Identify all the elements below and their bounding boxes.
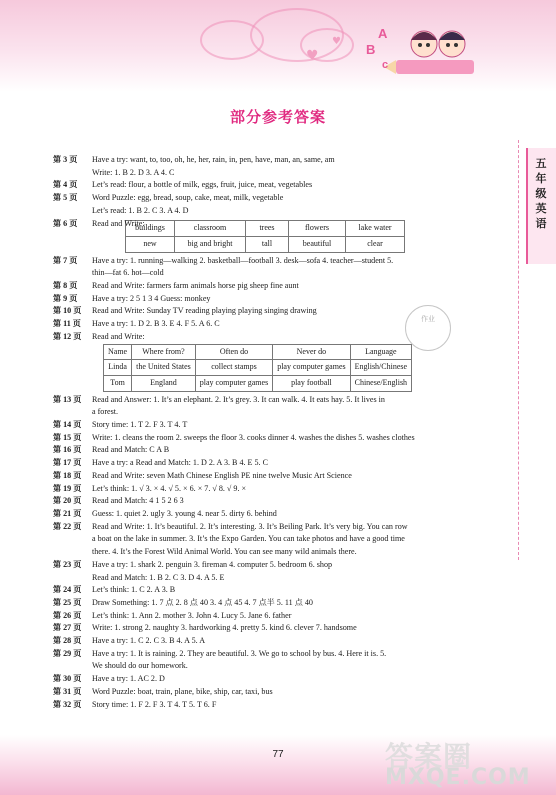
page-ref: 第 14 页 (53, 420, 82, 430)
table-cell: English/Chinese (350, 360, 411, 376)
page-number: 77 (272, 749, 284, 760)
table-cell: tall (246, 236, 289, 252)
answer-text: Write: 1. strong 2. naughty 3. hardworking 4. pretty 5. kind 6. clever 7. handsome (92, 623, 357, 633)
answer-text: Have a try: 1. running—walking 2. basketball—football 3. desk—sofa 4. teacher—student 5. (92, 255, 394, 265)
answer-text: Read and Match: C A B (92, 445, 170, 455)
answer-row (53, 154, 513, 179)
page-ref: 第 9 页 (53, 293, 78, 303)
answer-text: Have a try: 1. AC 2. D (92, 674, 165, 684)
answer-text: Have a try: want, to, too, oh, he, her, rain, in, pen, have, man, an, same, am (92, 155, 335, 164)
table-header-cell: Name (104, 344, 132, 360)
answer-text: Let’s think: 1. √ 3. × 4. √ 5. × 6. × 7. √ 8. √ 9. × (92, 483, 247, 493)
page-ref: 第 15 页 (53, 432, 82, 442)
side-char: 年 (535, 172, 547, 185)
page-title: 部分参考答案 (229, 108, 326, 126)
answer-row (53, 394, 513, 419)
table-cell: the United States (132, 360, 196, 376)
answer-text: thin—fat 6. hot—cold (92, 268, 164, 278)
page-ref: 第 24 页 (53, 585, 82, 595)
answer-row (53, 192, 513, 217)
answer-row (53, 280, 513, 293)
page-ref: 第 28 页 (53, 636, 82, 646)
page-ref: 第 10 页 (53, 306, 82, 316)
page-ref: 第 6 页 (53, 218, 78, 228)
page-ref: 第 12 页 (53, 331, 82, 341)
page-ref: 第 20 页 (53, 496, 82, 506)
table-cell: classroom (175, 221, 246, 237)
side-char: 级 (535, 187, 547, 200)
answer-row (53, 648, 513, 673)
table-header-cell: Where from? (132, 344, 196, 360)
page-ref: 第 13 页 (53, 394, 82, 404)
table-cell: collect stamps (195, 360, 272, 376)
table-cell: lake water (346, 221, 405, 237)
table-cell: Linda (104, 360, 132, 376)
answer-text: Have a try: 2 5 1 3 4 Guess: monkey (92, 293, 211, 303)
table-cell: trees (246, 221, 289, 237)
page-ref: 第 11 页 (53, 319, 81, 329)
divider (518, 140, 519, 560)
answer-text: Have a try: 1. It is raining. 2. They are beautiful. 3. We go to school by bus. 4. Here it is. 5. (92, 648, 387, 658)
answer-text: Read and Write: farmers farm animals horse pig sheep fine aunt (92, 281, 299, 291)
answer-text: Have a try: 1. D 2. B 3. E 4. F 5. A 6. C (92, 319, 220, 329)
answer-text: Have a try: a Read and Match: 1. D 2. A 3. B 4. E 5. C (92, 458, 269, 468)
table-cell: play computer games (195, 375, 272, 391)
page-ref: 第 30 页 (53, 674, 82, 684)
answer-row (53, 432, 513, 445)
kids-with-pencil-illustration (362, 20, 482, 84)
side-char: 英 (535, 202, 547, 215)
page-ref: 第 18 页 (53, 470, 82, 480)
answer-row (53, 699, 513, 712)
answer-text: Draw Something: 1. 7 点 2. 8 点 40 3. 4 点 45 4. 7 点半 5. 11 点 40 (92, 597, 313, 607)
answer-text: Let’s think: 1. C 2. A 3. B (92, 585, 176, 595)
answer-text: Read and Write: (92, 218, 145, 228)
answer-text: Have a try: 1. shark 2. penguin 3. fireman 4. computer 5. bedroom 6. shop (92, 559, 333, 569)
answer-table-p12 (103, 344, 412, 392)
answer-text: Read and Answer: 1. It’s an elephant. 2. It’s grey. 3. It can walk. 4. It eats hay. 5. It lives in (92, 394, 385, 404)
heart-icon: ♥ (306, 48, 319, 64)
page-ref: 第 3 页 (53, 155, 78, 164)
answer-row (53, 457, 513, 470)
answer-row (53, 255, 513, 280)
page-ref: 第 5 页 (53, 193, 78, 203)
answer-row (53, 635, 513, 648)
page-ref: 第 29 页 (53, 648, 82, 658)
table-cell: England (132, 375, 196, 391)
page-ref: 第 4 页 (53, 180, 78, 190)
page-ref: 第 25 页 (53, 597, 82, 607)
answer-text: Have a try: 1. C 2. C 3. B 4. A 5. A (92, 636, 206, 646)
answer-row (53, 521, 513, 559)
answer-row (53, 622, 513, 635)
page-ref: 第 19 页 (53, 483, 82, 493)
svg-text:A: A (378, 26, 388, 41)
table-cell: Tom (104, 375, 132, 391)
answer-text: Let’s think: 1. Ann 2. mother 3. John 4. Lucy 5. Jane 6. father (92, 610, 292, 620)
answer-row (53, 686, 513, 699)
answer-text: Story time: 1. T 2. F 3. T 4. T (92, 420, 188, 430)
table-header-cell: Language (350, 344, 411, 360)
answer-row (53, 610, 513, 623)
answer-text: Let’s read: 1. B 2. C 3. A 4. D (92, 205, 189, 215)
answer-text: Let’s read: flour, a bottle of milk, eggs, fruit, juice, meat, vegetables (92, 180, 313, 190)
answer-list (53, 154, 513, 711)
answer-text: We should do our homework. (92, 661, 188, 671)
table-cell: play football (273, 375, 350, 391)
answer-text: Read and Match: 1. B 2. C 3. D 4. A 5. E (92, 572, 225, 582)
answer-text: a forest. (92, 407, 119, 417)
answer-text: Write: 1. B 2. D 3. A 4. C (92, 167, 175, 177)
table-header-cell: Often do (195, 344, 272, 360)
svg-text:B: B (366, 42, 376, 57)
table-cell: new (126, 236, 175, 252)
answer-text: Story time: 1. F 2. F 3. T 4. T 5. T 6. F (92, 699, 217, 709)
page-ref: 第 16 页 (53, 445, 82, 455)
answer-row (53, 597, 513, 610)
answer-row (53, 444, 513, 457)
answer-row (53, 218, 513, 253)
page-ref: 第 21 页 (53, 508, 82, 518)
table-header-cell: Never do (273, 344, 350, 360)
answer-text: Read and Write: 1. It’s beautiful. 2. It’s interesting. 3. It’s Beiling Park. It’s very big. You can row (92, 521, 408, 531)
answer-row (53, 470, 513, 483)
page-ref: 第 23 页 (53, 559, 82, 569)
stamp-text: 作业 (421, 315, 435, 323)
table-cell: beautiful (289, 236, 346, 252)
answer-text: Write: 1. cleans the room 2. sweeps the floor 3. cooks dinner 4. washes the dishes 5. washes clothes (92, 432, 415, 442)
answer-text: there. 4. It’s the Forest Wild Animal World. You can see many wild animals there. (92, 547, 357, 557)
table-header-row (104, 344, 412, 360)
answer-text: Word Puzzle: egg, bread, soup, cake, meat, milk, vegetable (92, 193, 284, 203)
answer-row (53, 179, 513, 192)
answer-row (53, 483, 513, 496)
table-cell: clear (346, 236, 405, 252)
answer-row (53, 293, 513, 306)
table-row (104, 375, 412, 391)
table-cell: play computer games (273, 360, 350, 376)
svg-text:c: c (382, 59, 389, 71)
answer-row (53, 508, 513, 521)
page-ref: 第 31 页 (53, 686, 82, 696)
answer-text: Read and Write: seven Math Chinese English PE nine twelve Music Art Science (92, 470, 352, 480)
table-row (126, 221, 405, 237)
answer-text: Read and Write: (92, 331, 145, 341)
answer-text: Read and Write: Sunday TV reading playing playing singing drawing (92, 306, 317, 316)
answer-table-p6 (125, 220, 405, 252)
table-cell: big and bright (175, 236, 246, 252)
answer-row (53, 419, 513, 432)
answer-text: Word Puzzle: boat, train, plane, bike, ship, car, taxi, bus (92, 686, 273, 696)
watermark-url: MXQE.COM (385, 765, 531, 790)
grade-subject-label (531, 156, 551, 231)
answer-row (53, 495, 513, 508)
table-cell: flowers (289, 221, 346, 237)
homework-stamp (405, 305, 451, 351)
page-ref: 第 32 页 (53, 699, 82, 709)
heart-icon: ♥ (332, 36, 341, 47)
page-ref: 第 17 页 (53, 458, 82, 468)
table-row (104, 360, 412, 376)
answer-row (53, 584, 513, 597)
table-cell: buildings (126, 221, 175, 237)
answer-text: Guess: 1. quiet 2. ugly 3. young 4. near 5. dirty 6. behind (92, 508, 277, 518)
answer-text: Read and Match: 4 1 5 2 6 3 (92, 496, 184, 506)
page-ref: 第 22 页 (53, 521, 82, 531)
side-char: 语 (535, 217, 547, 230)
answer-row (53, 673, 513, 686)
watermark-logo: 答案圈 (385, 740, 473, 773)
table-cell: Chinese/English (350, 375, 411, 391)
answer-text: a boat on the lake in summer. 3. It’s the Expo Garden. You can take photos and have a good time (92, 534, 405, 544)
page-ref: 第 7 页 (53, 255, 78, 265)
answer-row (53, 559, 513, 584)
page-ref: 第 26 页 (53, 610, 82, 620)
page-ref: 第 8 页 (53, 281, 78, 291)
side-char: 五 (535, 157, 547, 170)
page-ref: 第 27 页 (53, 623, 82, 633)
table-row (126, 236, 405, 252)
